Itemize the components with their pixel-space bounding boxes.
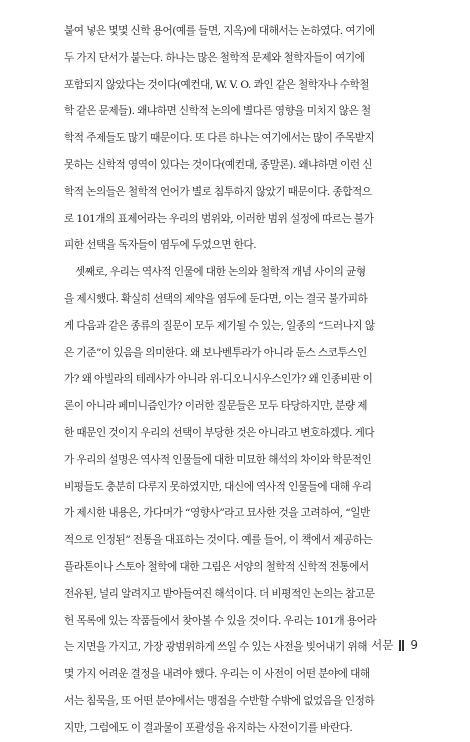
- text-line: 가? 왜 아빌라의 테레사가 아니라 위-디오니시우스인가? 왜 인종비판 이: [64, 373, 373, 386]
- text-line: 학적 주제들도 많기 때문이다. 또 다른 하나는 여기에서는 많이 주목받지: [64, 132, 375, 145]
- text-line: 피한 선택을 독자들이 염두에 두었으면 한다.: [64, 239, 257, 252]
- text-line: 한 때문인 것이지 우리의 선택이 부당한 것은 아니라고 변호하겠다. 게다: [64, 426, 375, 439]
- page-number: 9: [410, 638, 418, 652]
- text-line: 로 101개의 표제어라는 우리의 범위와, 이러한 범위 설정에 따르는 불가: [64, 212, 374, 225]
- text-line: 두 가지 단서가 붙는다. 하나는 많은 철학적 문제와 철학자들이 여기에: [64, 51, 365, 64]
- body-text: [64, 18, 414, 742]
- text-line: 가 우리의 설명은 역사적 인물들에 대한 미묘한 해석의 차이와 학문적인: [64, 453, 372, 466]
- text-line: 플라톤이나 스토아 철학에 대한 그림은 서양의 철학적 신학적 전통에서: [64, 560, 369, 573]
- text-line: 게 다음과 같은 종류의 질문이 모두 제기될 수 있는, 일종의 “드러나지 않: [64, 319, 375, 332]
- text-line: 학 같은 문제들). 왜냐하면 신학적 논의에 별다른 영향을 미치지 않은 철: [64, 105, 371, 118]
- text-line: 붙여 넣은 몇몇 신학 용어(예를 들면, 지옥)에 대해서는 논하였다. 여기에: [64, 25, 375, 37]
- text-line: 은 기준”이 있음을 의미한다. 왜 보나벤투라가 아니라 둔스 스코투스인: [64, 346, 367, 359]
- text-line: 서는 침묵을, 또 어떤 분야에서는 맹점을 수반할 수밖에 없었음을 인정하: [64, 694, 375, 707]
- text-line: 몇 가지 어려운 결정을 내려야 했다. 우리는 이 사전이 어떤 분야에 대해: [64, 668, 370, 681]
- text-line: 지만, 그럼에도 이 결과물이 포괄성을 유지하는 사전이기를 바란다.: [64, 721, 353, 734]
- text-line: 는 지면을 가지고, 가장 광범위하게 쓰일 수 있는 사전을 빚어내기 위해: [64, 641, 368, 654]
- separator-icon: [399, 640, 401, 651]
- text-line: 론이 아니라 페미니즘인가? 이러한 질문들은 모두 타당하지만, 분량 제: [64, 400, 368, 413]
- text-line: 적으로 인정된” 전통을 대표하는 것이다. 예를 들어, 이 책에서 제공하는: [64, 534, 373, 547]
- text-line: 학적 논의들은 철학적 언어가 별로 침투하지 않았기 때문이다. 종합적으: [64, 185, 372, 198]
- text-line: 못하는 신학적 영역이 있다는 것이다(예컨대, 종말론). 왜냐하면 이런 신: [64, 158, 373, 171]
- text-line: 헌 목록에 있는 작품들에서 찾아볼 수 있을 것이다. 우리는 101개 용어라: [64, 614, 377, 627]
- text-line: 전유된, 널리 알려지고 받아들여진 해석이다. 더 비평적인 논의는 참고문: [64, 587, 375, 600]
- text-line: 비평들도 충분히 다루지 못하였지만, 대신에 역사적 인물들에 대해 우리: [64, 480, 372, 493]
- page-footer: [371, 637, 418, 653]
- text-line: 셋째로, 우리는 역사적 인물에 대한 논의와 철학적 개념 사이의 균형: [75, 266, 366, 279]
- text-line: 가 제시한 내용은, 가다머가 “영향사”라고 묘사한 것을 고려하여, “일반: [64, 507, 370, 520]
- text-line: 포함되지 않았다는 것이다(예컨대, W. V. O. 콰인 같은 철학자나 수학철: [64, 78, 370, 91]
- section-label: 서문: [371, 638, 394, 652]
- text-line: 을 제시했다. 확실히 선택의 제약을 염두에 둔다면, 이는 결국 불가피하: [64, 292, 368, 305]
